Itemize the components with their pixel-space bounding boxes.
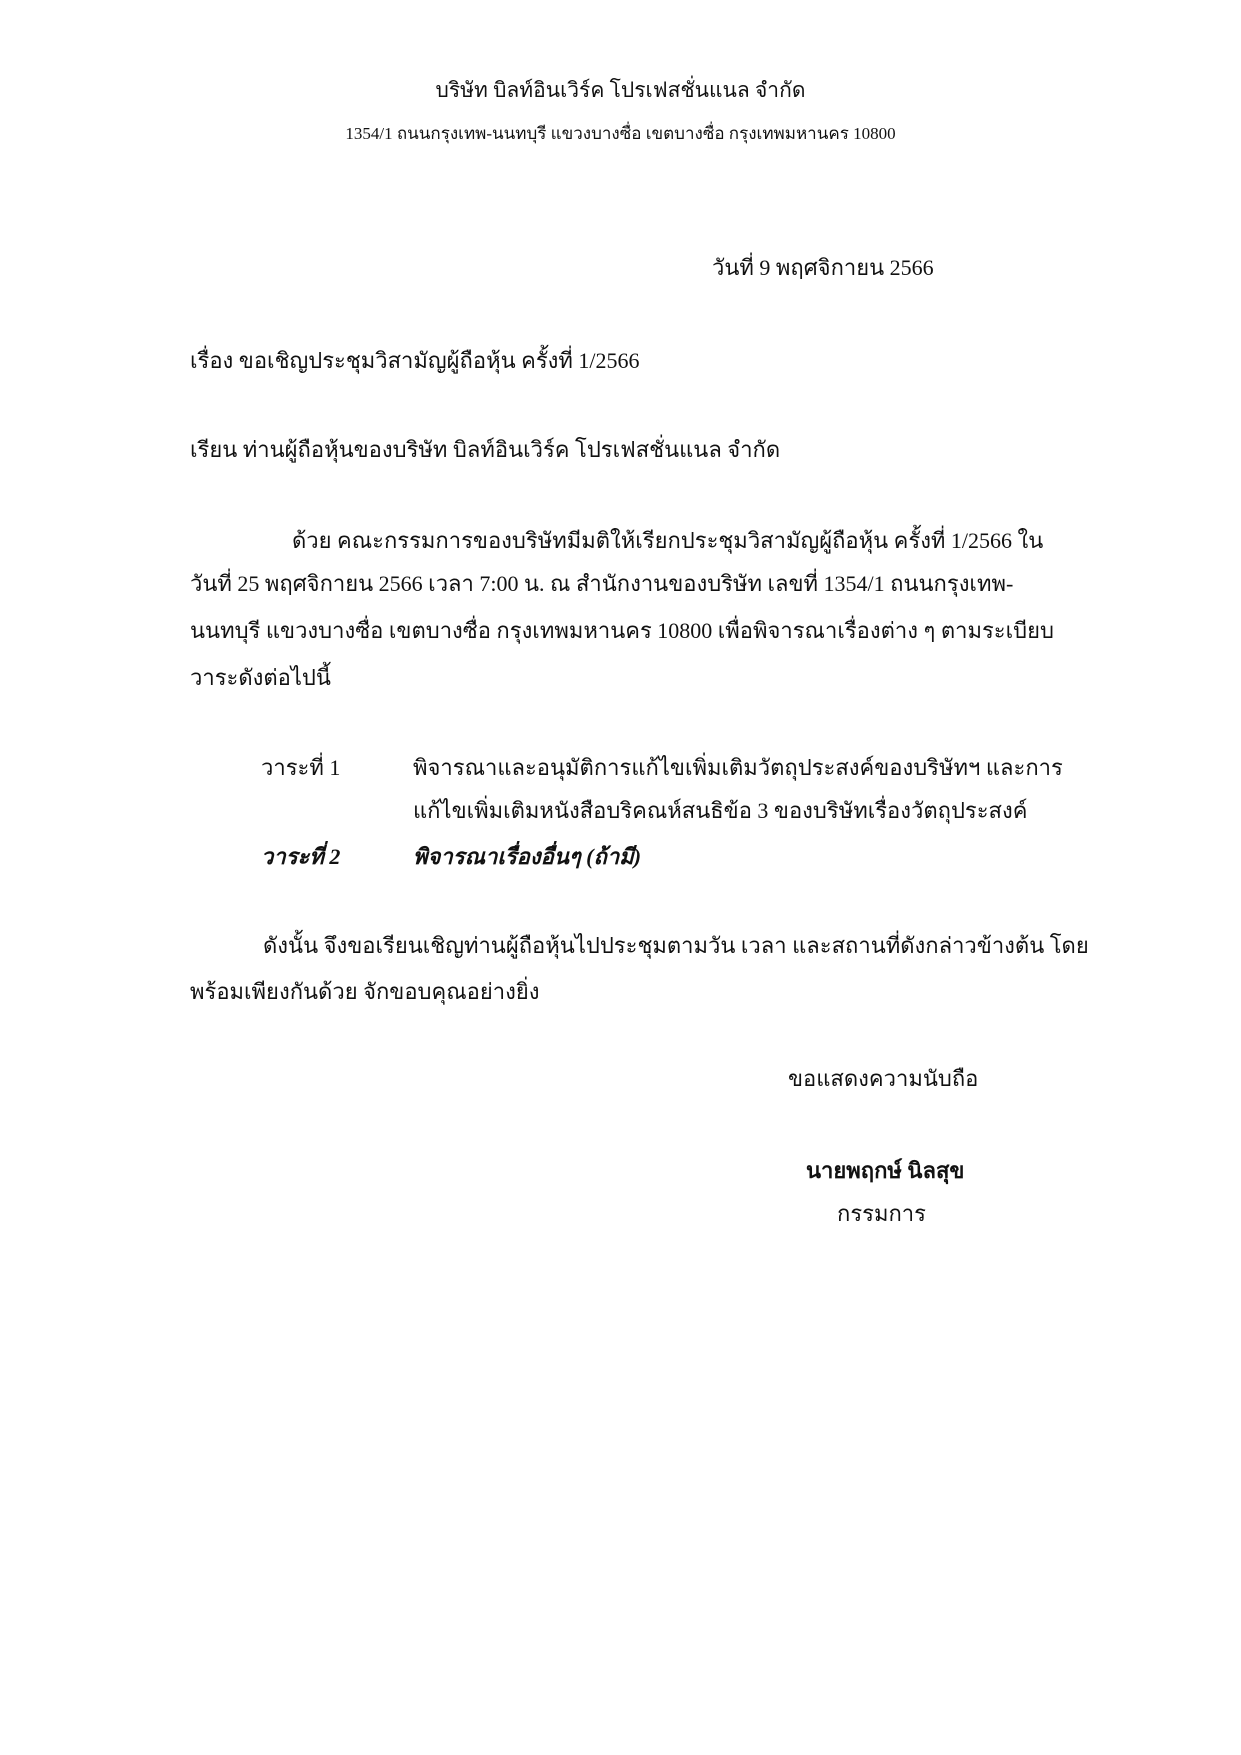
conclusion-line-1: ดังนั้น จึงขอเรียนเชิญท่านผู้ถือหุ้นไปประชุมตามวัน เวลา และสถานที่ดังกล่าวข้างต้น โดย (263, 933, 1089, 958)
agenda-2-number: วาระที่ 2 (261, 844, 341, 869)
body-line-1: ด้วย คณะกรรมการของบริษัทมีมติให้เรียกประชุมวิสามัญผู้ถือหุ้น ครั้งที่ 1/2566 ใน (292, 528, 1044, 553)
body-line-4: วาระดังต่อไปนี้ (190, 665, 331, 690)
agenda-1-text-line-1: พิจารณาและอนุมัติการแก้ไขเพิ่มเติมวัตถุประสงค์ของบริษัทฯ และการ (413, 755, 1063, 780)
agenda-1-number: วาระที่ 1 (261, 755, 341, 780)
signer-name: นายพฤกษ์ นิลสุข (806, 1158, 965, 1183)
body-line-2: วันที่ 25 พฤศจิกายน 2566 เวลา 7:00 น. ณ สำนักงานของบริษัท เลขที่ 1354/1 ถนนกรุงเทพ- (190, 571, 1014, 596)
body-line-3: นนทบุรี แขวงบางซื่อ เขตบางซื่อ กรุงเทพมหานคร 10800 เพื่อพิจารณาเรื่องต่าง ๆ ตามระเบียบ (190, 618, 1054, 643)
company-name: บริษัท บิลท์อินเวิร์ค โปรเฟสชั่นแนล จำกัด (435, 78, 806, 102)
closing-phrase: ขอแสดงความนับถือ (788, 1066, 979, 1091)
company-address: 1354/1 ถนนกรุงเทพ-นนทบุรี แขวงบางซื่อ เขตบางซื่อ กรุงเทพมหานคร 10800 (345, 124, 896, 143)
letter-recipient: เรียน ท่านผู้ถือหุ้นของบริษัท บิลท์อินเวิร์ค โปรเฟสชั่นแนล จำกัด (190, 437, 781, 462)
agenda-2-text: พิจารณาเรื่องอื่นๆ (ถ้ามี) (413, 844, 642, 869)
letter-date: วันที่ 9 พฤศจิกายน 2566 (712, 255, 934, 280)
conclusion-line-2: พร้อมเพียงกันด้วย จักขอบคุณอย่างยิ่ง (190, 979, 540, 1004)
agenda-1-text-line-2: แก้ไขเพิ่มเติมหนังสือบริคณห์สนธิข้อ 3 ของบริษัทเรื่องวัตถุประสงค์ (413, 798, 1028, 823)
letter-subject: เรื่อง ขอเชิญประชุมวิสามัญผู้ถือหุ้น ครั้งที่ 1/2566 (190, 348, 640, 373)
signer-position: กรรมการ (837, 1201, 926, 1226)
